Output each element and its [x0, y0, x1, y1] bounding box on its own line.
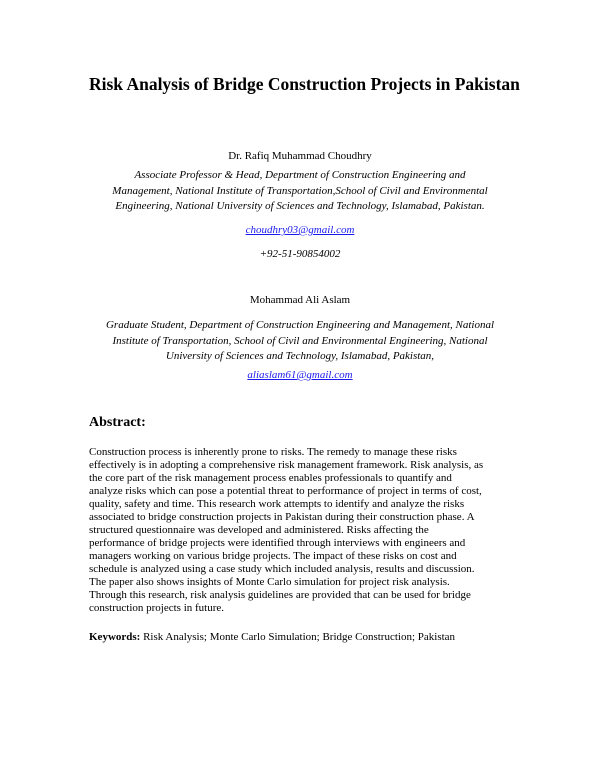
- author-2-email-line: [60, 369, 540, 381]
- abstract-line: performance of bridge projects were identified through interviews with engineers and: [89, 537, 466, 549]
- abstract-line: analyze risks which can pose a potential threat to performance of project in terms of cost,: [89, 485, 482, 497]
- author-1-phone: +92-51-90854002: [259, 248, 341, 260]
- author-2-affiliation-line: University of Sciences and Technology, Islamabad, Pakistan,: [165, 350, 435, 362]
- abstract-line: Construction process is inherently prone to risks. The remedy to manage these risks: [89, 446, 457, 458]
- abstract-line: associated to bridge construction projects in Pakistan during their construction phase. A: [89, 511, 475, 523]
- author-1-affiliation-line: Engineering, National University of Sciences and Technology, Islamabad, Pakistan.: [115, 200, 485, 212]
- keywords: [89, 631, 529, 644]
- keywords-text: Risk Analysis; Monte Carlo Simulation; Bridge Construction; Pakistan: [140, 631, 456, 643]
- author-2-email-link[interactable]: aliaslam61@gmail.com: [247, 369, 353, 381]
- author-2-affiliation-line: Institute of Transportation, School of Civil and Environmental Engineering, National: [112, 334, 488, 347]
- abstract-line: the core part of the risk management process enables professionals to quantify and: [89, 472, 452, 484]
- author-2-affiliation: [60, 318, 540, 365]
- abstract-line: The paper also shows insights of Monte Carlo simulation for project risk analysis.: [89, 576, 450, 588]
- keywords-label: Keywords:: [89, 631, 141, 643]
- abstract-line: structured questionnaire was developed and administered. Risks affecting the: [89, 524, 429, 536]
- author-2-affiliation-line: Graduate Student, Department of Construction Engineering and Management, National: [105, 319, 495, 331]
- abstract-line: effectively is in adopting a comprehensive risk management framework. Risk analysis, as: [89, 459, 484, 471]
- abstract-body: [89, 446, 529, 615]
- abstract-line: construction projects in future.: [89, 602, 225, 614]
- author-1-affiliation: [60, 168, 540, 215]
- abstract-heading: Abstract:: [89, 415, 146, 430]
- abstract-line: schedule is analyzed using a case study which included analysis, results and discussion.: [89, 563, 475, 575]
- author-1-affiliation-line: Associate Professor & Head, Department of Construction Engineering and: [134, 169, 466, 181]
- author-1-email-link[interactable]: choudhry03@gmail.com: [245, 224, 355, 236]
- author-2-name: Mohammad Ali Aslam: [249, 294, 351, 306]
- paper-title: Risk Analysis of Bridge Construction Projects in Pakistan: [89, 74, 520, 94]
- abstract-line: Through this research, risk analysis guidelines are provided that can be used for bridge: [89, 589, 471, 601]
- author-1-email-line: [60, 224, 540, 236]
- author-1-name: Dr. Rafiq Muhammad Choudhry: [228, 150, 372, 162]
- abstract-line: managers working on various bridge projects. The impact of these risks on cost and: [89, 550, 457, 562]
- author-1-affiliation-line: Management, National Institute of Transportation,School of Civil and Environmental: [112, 184, 488, 197]
- abstract-line: quality, safety and time. This research work attempts to identify and analyze the risks: [89, 498, 465, 510]
